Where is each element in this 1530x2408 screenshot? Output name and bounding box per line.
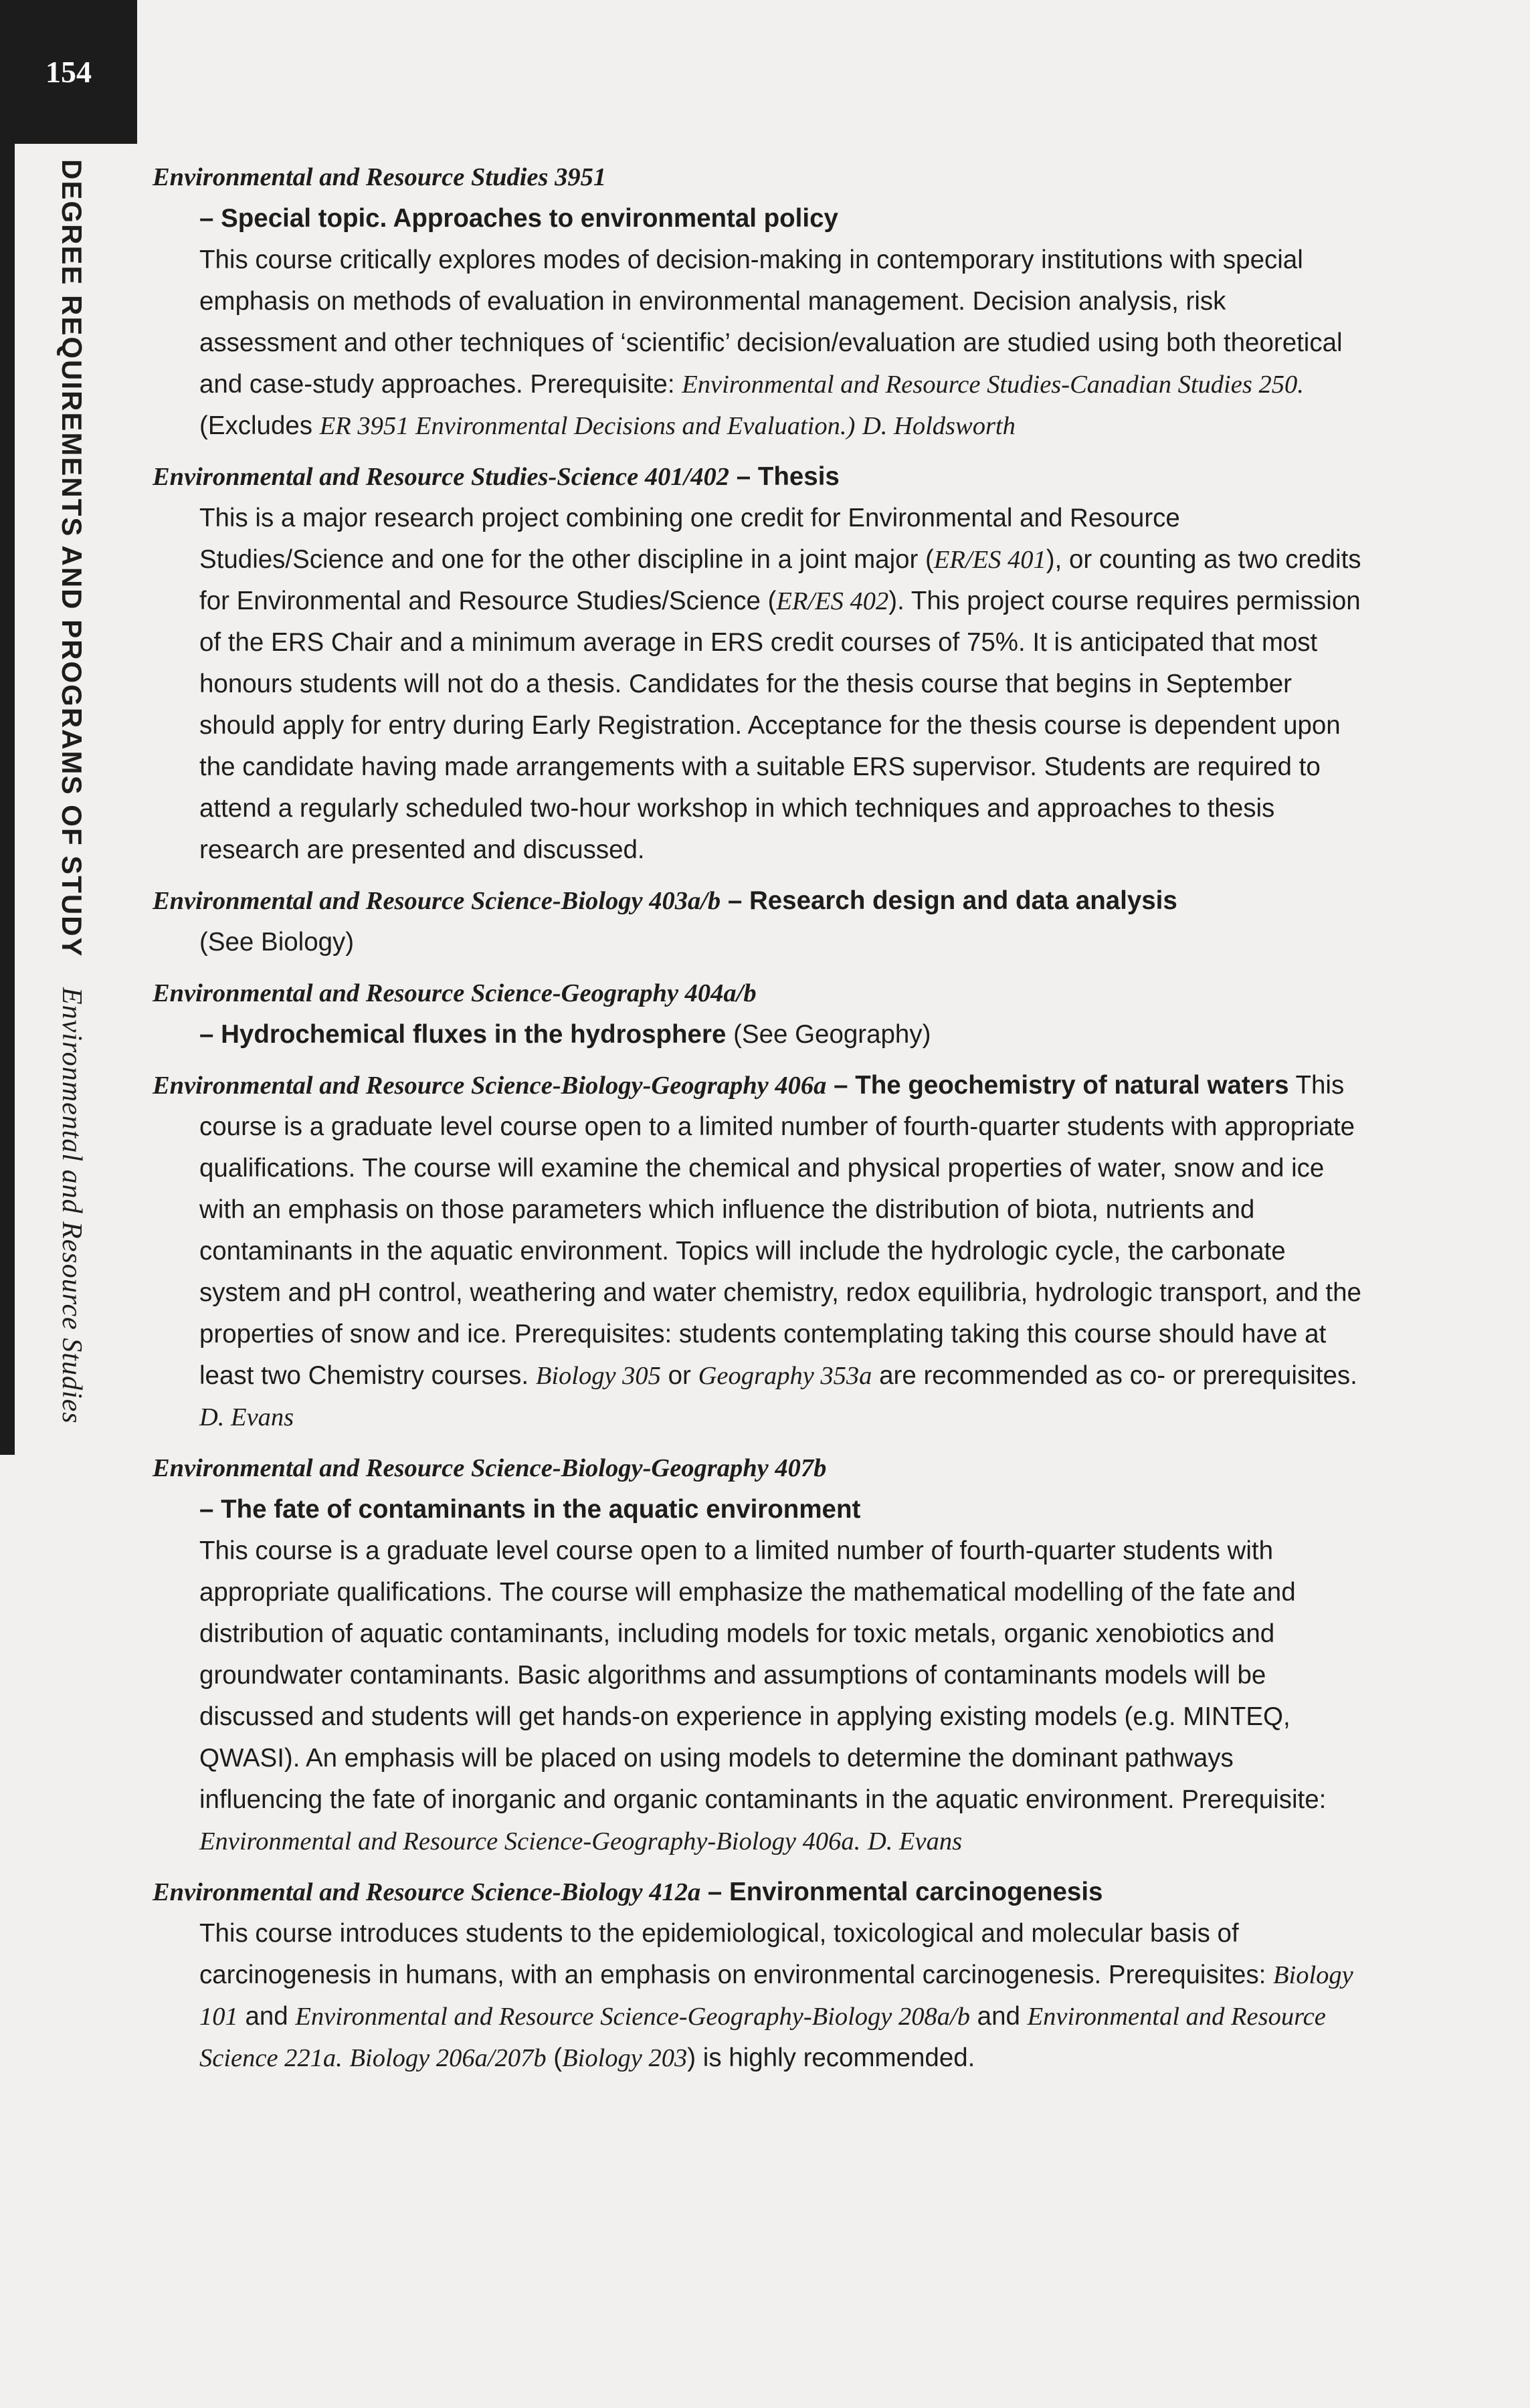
course-subtitle: – Special topic. Approaches to environmental policy xyxy=(199,204,838,233)
course-subtitle: – Thesis xyxy=(736,462,840,491)
course-title: Environmental and Resource Science-Biology-Geography 406a xyxy=(153,1072,827,1100)
course-title: Environmental and Resource Science-Biology 412a xyxy=(153,1878,701,1906)
course-note: (See Geography) xyxy=(733,1020,931,1049)
course-title: Environmental and Resource Science-Biology 403a/b xyxy=(153,887,721,915)
course-title: Environmental and Resource Studies 3951 xyxy=(153,163,607,191)
course-entry-412a xyxy=(153,1872,1363,2079)
instructor: D. Evans xyxy=(199,1403,294,1431)
side-bar-decoration xyxy=(0,144,15,1455)
excluded-course: ER 3951 Environmental Decisions and Evaluation.) xyxy=(319,412,856,440)
course-code: ER/ES 401 xyxy=(933,546,1046,574)
course-subtitle: – The fate of contaminants in the aquatic environment xyxy=(199,1495,861,1524)
course-entry-404 xyxy=(153,973,1363,1056)
prerequisite-course: Environmental and Resource Science 221a. xyxy=(199,2003,1326,2072)
prerequisite-course: Environmental and Resource Studies-Canadian Studies 250. xyxy=(682,371,1304,399)
course-description: This course introduces students to the epidemiological, toxicological and molecular basis of carcinogenesis in humans, with an emphasis on environmental carcinogenesis. Prerequisites: Biology 101 and Environmental and Resource Science-Geography-Biology 208a/b and Environmental and Resource Science 221a. Biology 206a/207b (Biology 203) is highly recommended. xyxy=(199,1919,1353,2072)
running-head xyxy=(58,159,86,1423)
course-subtitle: – Environmental carcinogenesis xyxy=(707,1878,1103,1906)
prerequisite-course: Environmental and Resource Science-Geography-Biology 208a/b xyxy=(295,2003,970,2031)
course-note: (See Biology) xyxy=(199,928,355,957)
course-code: ER/ES 402 xyxy=(776,587,889,615)
course-title: Environmental and Resource Studies-Science 401/402 xyxy=(153,463,730,491)
course-subtitle: – The geochemistry of natural waters xyxy=(834,1071,1289,1100)
course-entry-401-402 xyxy=(153,456,1363,871)
course-heading xyxy=(153,456,1363,498)
recommended-course: Geography 353a xyxy=(698,1362,872,1390)
prerequisite-course: Environmental and Resource Science-Geography-Biology 406a. xyxy=(199,1827,861,1855)
course-heading xyxy=(153,1872,1363,1913)
course-title: Environmental and Resource Science-Biology-Geography 407b xyxy=(153,1454,827,1482)
course-entry-403 xyxy=(153,880,1363,963)
course-entry-3951 xyxy=(153,157,1363,447)
recommended-course: Biology 305 xyxy=(535,1362,661,1390)
course-entry-406a: Environmental and Resource Science-Biology-Geography 406a – The geochemistry of natural waters This course is a graduate level course open to a limited number of fourth-quarter students with appropriate qualifications. The course will examine the chemical and physical properties of water, snow and ice with an emphasis on those parameters which influence the distribution of biota, nutrients and contaminants in the aquatic environment. Topics will include the hydrologic cycle, the carbonate system and pH control, weathering and water chemistry, redox equilibria, hydrologic transport, and the properties of snow and ice. Prerequisites: students contemplating taking this course should have at least two Chemistry courses. Biology 305 or Geography 353a are recommended as co- or prerequisites. D. Evans xyxy=(153,1071,1361,1431)
course-subtitle: – Hydrochemical fluxes in the hydrosphere xyxy=(199,1020,727,1049)
page-number: 154 xyxy=(0,0,137,144)
prerequisite-course: Biology 101 xyxy=(199,1961,1353,2031)
course-description: This course is a graduate level course open to a limited number of fourth-quarter students with appropriate qualifications. The course will emphasize the mathematical modelling of the fate and distribution of aquatic contaminants, including models for toxic metals, organic xenobiotics and groundwater contaminants. Basic algorithms and assumptions of contaminants models will be discussed and students will get hands-on experience in applying existing models (e.g. MINTEQ, QWASI). An emphasis will be placed on using models to determine the dominant pathways influencing the fate of inorganic and organic contaminants in the aquatic environment. Prerequisite: Environmental and Resource Science-Geography-Biology 406a. D. Evans xyxy=(199,1536,1327,1855)
course-description: This is a major research project combining one credit for Environmental and Resource Studies/Science and one for the other discipline in a joint major (ER/ES 401), or counting as two credits for Environmental and Resource Studies/Science (ER/ES 402). This project course requires permission of the ERS Chair and a minimum average in ERS credit courses of 75%. It is anticipated that most honours students will not do a thesis. Candidates for the thesis course that begins in September should apply for entry during Early Registration. Acceptance for the thesis course is dependent upon the candidate having made arrangements with a suitable ERS supervisor. Students are required to attend a regularly scheduled two-hour workshop in which techniques and approaches to thesis research are presented and discussed. xyxy=(199,504,1361,864)
course-description: This course critically explores modes of decision-making in contemporary institutions with special emphasis on methods of evaluation in environmental management. Decision analysis, risk assessment and other techniques of ‘scientific’ decision/evaluation are studied using both theoretical and case-study approaches. Prerequisite: Environmental and Resource Studies-Canadian Studies 250. (Excludes ER 3951 Environmental Decisions and Evaluation.) D. Holdsworth xyxy=(199,245,1343,440)
course-subtitle: – Research design and data analysis xyxy=(727,886,1177,915)
course-entry-407b xyxy=(153,1447,1363,1862)
recommended-course: Biology 206a/207b xyxy=(349,2044,547,2072)
running-head-subject: Environmental and Resource Studies xyxy=(56,987,87,1424)
recommended-course: Biology 203 xyxy=(562,2044,688,2072)
instructor: D. Holdsworth xyxy=(862,412,1016,440)
running-head-section: DEGREE REQUIREMENTS AND PROGRAMS OF STUDY xyxy=(56,159,88,958)
course-listing xyxy=(153,157,1363,2088)
course-description: This course is a graduate level course open to a limited number of fourth-quarter students with appropriate qualifications. The course will examine the chemical and physical properties of water, snow and ice with an emphasis on those parameters which influence the distribution of biota, nutrients and contaminants in the aquatic environment. Topics will include the hydrologic cycle, the carbonate system and pH control, weathering and water chemistry, redox equilibria, hydrologic transport, and the properties of snow and ice. Prerequisites: students contemplating taking this course should have at least two Chemistry courses. xyxy=(199,1071,1361,1390)
course-title: Environmental and Resource Science-Geography 404a/b xyxy=(153,979,757,1007)
instructor: D. Evans xyxy=(867,1827,963,1855)
